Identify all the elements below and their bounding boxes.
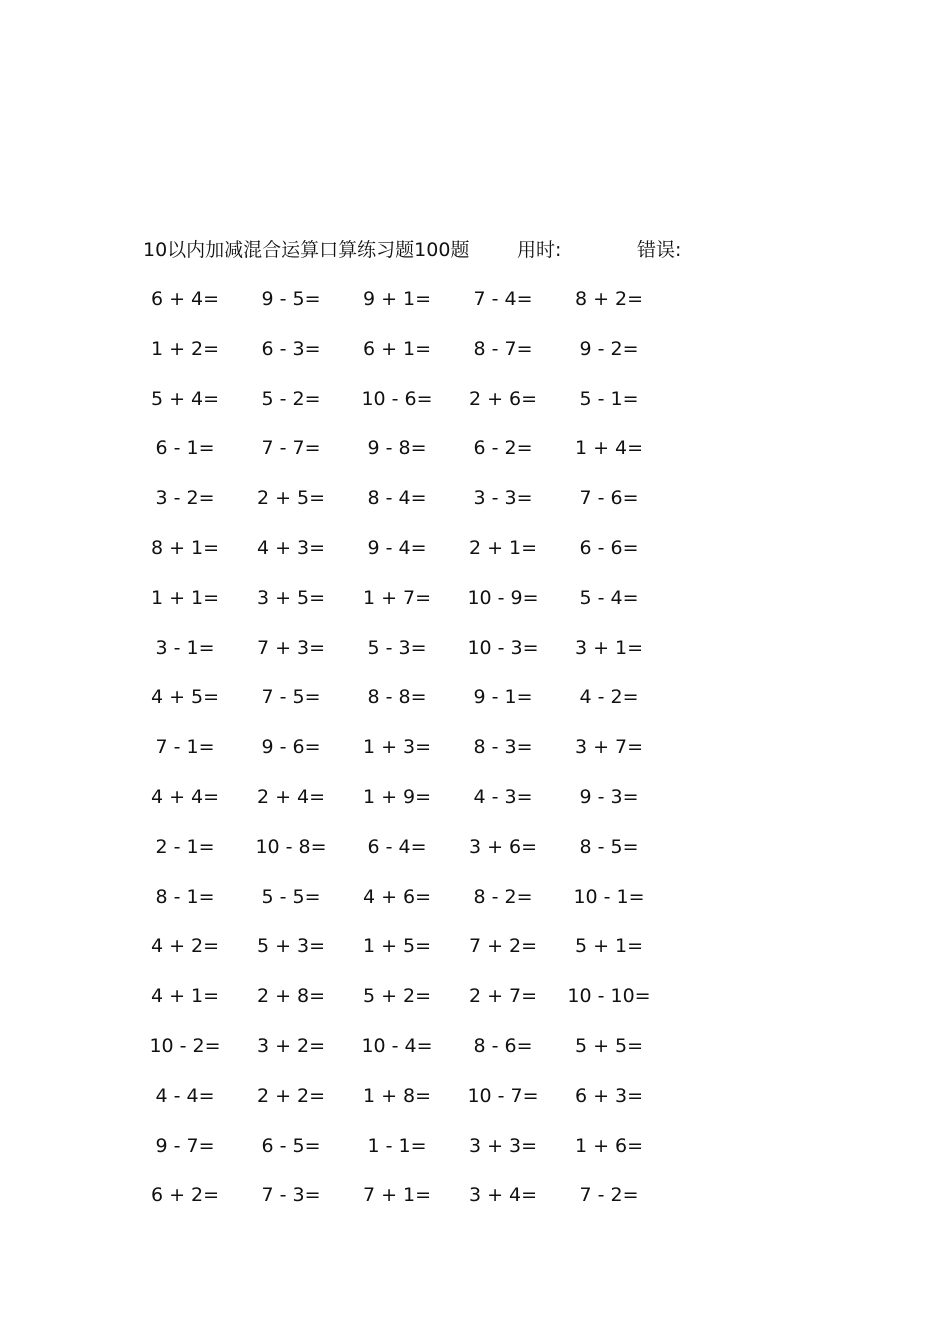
math-problem: 9 - 8= (367, 437, 427, 460)
math-problem: 6 - 6= (579, 536, 639, 559)
problem-row (132, 286, 662, 336)
math-problem: 6 - 4= (367, 835, 427, 858)
math-problem: 8 - 4= (367, 487, 427, 510)
math-problem: 7 + 3= (256, 636, 326, 659)
math-problem: 1 + 2= (150, 337, 220, 360)
math-problem: 10 - 1= (573, 885, 645, 908)
math-problem: 9 - 1= (473, 686, 533, 709)
math-problem: 3 + 6= (468, 835, 538, 858)
math-problem: 8 + 1= (150, 536, 220, 559)
math-problem: 7 + 1= (362, 1184, 432, 1207)
math-problem: 5 - 5= (261, 885, 321, 908)
problem-row (132, 1182, 662, 1232)
problem-row (132, 635, 662, 685)
math-problem: 8 - 7= (473, 337, 533, 360)
math-problem: 6 - 2= (473, 437, 533, 460)
problem-row (132, 983, 662, 1033)
math-problem: 5 - 2= (261, 387, 321, 410)
math-problem: 9 - 2= (579, 337, 639, 360)
problem-row (132, 884, 662, 934)
math-problem: 9 + 1= (362, 288, 432, 310)
math-problem: 1 + 6= (574, 1134, 644, 1157)
math-problem: 6 - 1= (155, 437, 215, 460)
problem-row (132, 1033, 662, 1083)
math-problem: 5 - 3= (367, 636, 427, 659)
math-problem: 8 - 3= (473, 736, 533, 759)
problem-row (132, 734, 662, 784)
math-problem: 3 + 4= (468, 1184, 538, 1207)
math-problem: 8 - 1= (155, 885, 215, 908)
math-problem: 10 - 3= (467, 636, 539, 659)
math-problem: 5 + 1= (574, 935, 644, 958)
math-problem: 8 - 2= (473, 885, 533, 908)
math-problem: 3 + 5= (256, 586, 326, 609)
math-problem: 7 + 2= (468, 935, 538, 958)
problem-row (132, 535, 662, 585)
math-problem: 9 - 7= (155, 1134, 215, 1157)
math-problem: 7 - 4= (473, 288, 533, 310)
problem-row (132, 585, 662, 635)
math-problem: 4 + 3= (256, 536, 326, 559)
math-problem: 4 + 2= (150, 935, 220, 958)
problem-row (132, 386, 662, 436)
problem-row (132, 784, 662, 834)
math-problem: 8 + 2= (574, 288, 644, 310)
math-problem: 2 + 8= (256, 985, 326, 1008)
math-problem: 10 - 7= (467, 1084, 539, 1107)
math-problem: 9 - 5= (261, 288, 321, 310)
time-used-label: 用时: (517, 239, 562, 261)
math-problem: 1 - 1= (367, 1134, 427, 1157)
math-problem: 5 + 5= (574, 1034, 644, 1057)
error-count-label: 错误: (637, 239, 682, 261)
math-problem: 2 + 4= (256, 785, 326, 808)
math-problem: 6 + 3= (574, 1084, 644, 1107)
math-problem: 7 - 5= (261, 686, 321, 709)
math-problem: 4 - 2= (579, 686, 639, 709)
math-problem: 9 - 6= (261, 736, 321, 759)
math-problem: 2 + 7= (468, 985, 538, 1008)
math-problem: 4 + 5= (150, 686, 220, 709)
worksheet-header (143, 236, 763, 264)
math-problem: 6 + 4= (150, 288, 220, 310)
math-problem: 3 + 3= (468, 1134, 538, 1157)
math-problem: 7 - 7= (261, 437, 321, 460)
math-problem: 6 - 3= (261, 337, 321, 360)
worksheet-title: 10以内加减混合运算口算练习题100题 (143, 239, 470, 261)
math-problem: 7 - 2= (579, 1184, 639, 1207)
math-problem: 2 + 1= (468, 536, 538, 559)
problem-row (132, 834, 662, 884)
math-problem: 4 - 4= (155, 1084, 215, 1107)
math-problem: 9 - 3= (579, 785, 639, 808)
math-problem: 2 - 1= (155, 835, 215, 858)
math-problem: 10 - 10= (567, 985, 651, 1008)
math-problem: 1 + 8= (362, 1084, 432, 1107)
math-problem: 8 - 5= (579, 835, 639, 858)
math-problem: 3 + 2= (256, 1034, 326, 1057)
math-problem: 1 + 4= (574, 437, 644, 460)
math-problem: 10 - 6= (361, 387, 433, 410)
math-problem: 2 + 2= (256, 1084, 326, 1107)
math-problem: 5 + 3= (256, 935, 326, 958)
math-problem: 5 + 2= (362, 985, 432, 1008)
math-problem: 10 - 2= (149, 1034, 221, 1057)
math-problem: 10 - 8= (255, 835, 327, 858)
math-problem: 1 + 9= (362, 785, 432, 808)
math-problem: 6 + 2= (150, 1184, 220, 1207)
problem-row (132, 485, 662, 535)
math-problem: 3 + 1= (574, 636, 644, 659)
math-problem: 9 - 4= (367, 536, 427, 559)
math-problem: 1 + 1= (150, 586, 220, 609)
math-problem: 1 + 7= (362, 586, 432, 609)
math-problem: 8 - 6= (473, 1034, 533, 1057)
math-problem: 10 - 9= (467, 586, 539, 609)
math-problem: 5 - 1= (579, 387, 639, 410)
math-problem: 5 + 4= (150, 387, 220, 410)
problem-grid (132, 286, 662, 1232)
math-problem: 4 + 6= (362, 885, 432, 908)
problem-row (132, 336, 662, 386)
math-problem: 4 + 1= (150, 985, 220, 1008)
problem-row (132, 1083, 662, 1133)
math-problem: 7 - 1= (155, 736, 215, 759)
math-problem: 4 + 4= (150, 785, 220, 808)
math-problem: 5 - 4= (579, 586, 639, 609)
math-problem: 6 + 1= (362, 337, 432, 360)
math-problem: 1 + 5= (362, 935, 432, 958)
problem-row (132, 1133, 662, 1183)
math-problem: 10 - 4= (361, 1034, 433, 1057)
problem-row (132, 933, 662, 983)
math-problem: 8 - 8= (367, 686, 427, 709)
math-problem: 3 - 2= (155, 487, 215, 510)
math-problem: 2 + 6= (468, 387, 538, 410)
problem-row (132, 435, 662, 485)
math-problem: 1 + 3= (362, 736, 432, 759)
math-problem: 7 - 3= (261, 1184, 321, 1207)
math-problem: 3 + 7= (574, 736, 644, 759)
math-problem: 7 - 6= (579, 487, 639, 510)
math-problem: 2 + 5= (256, 487, 326, 510)
problem-row (132, 684, 662, 734)
math-problem: 6 - 5= (261, 1134, 321, 1157)
math-problem: 4 - 3= (473, 785, 533, 808)
math-problem: 3 - 1= (155, 636, 215, 659)
math-problem: 3 - 3= (473, 487, 533, 510)
